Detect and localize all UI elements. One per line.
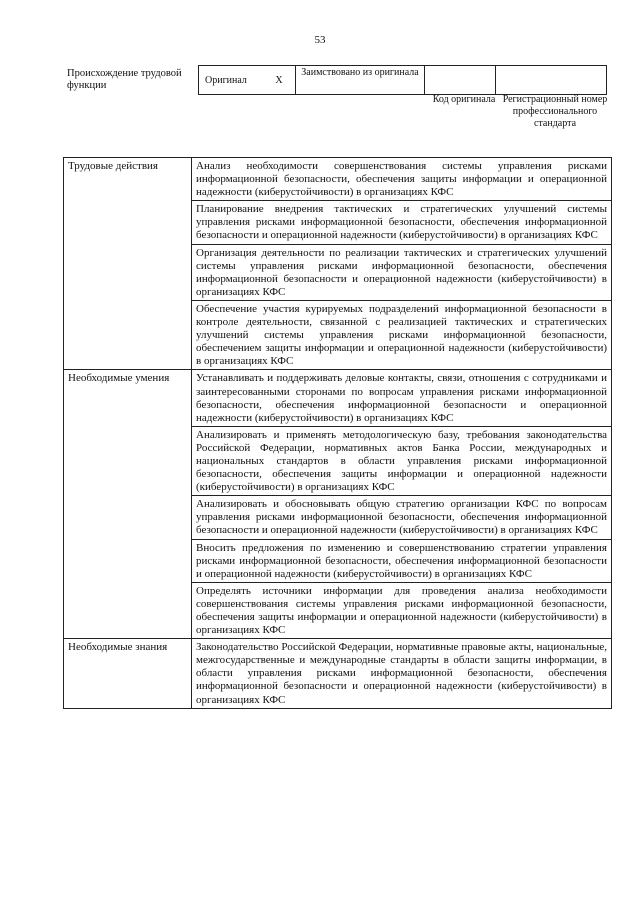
table-row [64, 370, 612, 426]
original-mark: X [263, 66, 296, 95]
section-label-knowledge: Необходимые знания [64, 639, 192, 708]
origin-label: Происхождение трудовой функции [67, 68, 182, 91]
borrowed-cell: Заимствовано из оригинала [296, 66, 425, 95]
code-caption: Код оригинала [432, 94, 496, 105]
origin-table [198, 65, 607, 95]
table-cell: Анализировать и применять методологическую базу, требования законодательства Российской Федерации, нормативных актов Банка России, международных и национальных стандартов в области управления рисками информационной безопасности, обеспечения защиты информации и операционной надежности (киберустойчивости) в организациях КФС [192, 426, 612, 495]
table-cell: Анализ необходимости совершенствования системы управления рисками информационной безопасности, обеспечения защиты информации и операционной надежности (киберустойчивости) в организациях КФС [192, 158, 612, 201]
table-row [64, 158, 612, 201]
function-table [63, 157, 612, 709]
table-cell: Вносить предложения по изменению и совершенствованию стратегии управления рисками информационной безопасности, обеспечения информационной безопасности и операционной надежности (киберустойчивости) в организациях КФС [192, 539, 612, 582]
table-cell: Обеспечение участия курируемых подразделений информационной безопасности в контроле деятельности, связанной с реализацией тактических и стратегических улучшений системы управления рисками информационной безопасности, обеспечением защиты информации и операционной надежности (киберустойчивости) в организациях КФС [192, 300, 612, 369]
table-cell: Планирование внедрения тактических и стратегических улучшений системы управления рисками информационной безопасности, обеспечения информационной безопасности и операционной надежности (киберустойчивости) в организациях КФС [192, 201, 612, 244]
table-cell: Организация деятельности по реализации тактических и стратегических улучшений системы управления рисками информационной безопасности, обеспечения информационной безопасности и операционной надежности (киберустойчивости) в организациях КФС [192, 244, 612, 300]
reg-caption: Регистрационный номер профессионального стандарта [502, 94, 608, 129]
code-cell [425, 66, 496, 95]
section-label-actions: Трудовые действия [64, 158, 192, 370]
reg-number-cell [496, 66, 607, 95]
table-cell: Устанавливать и поддерживать деловые контакты, связи, отношения с сотрудниками и заинтересованными сторонами по вопросам управления рисками информационной безопасности, обеспечения информационной безопасности и операционной надежности (киберустойчивости) в организациях КФС [192, 370, 612, 426]
page-number: 53 [314, 34, 326, 46]
table-cell: Определять источники информации для проведения анализа необходимости совершенствования системы управления рисками информационной безопасности, обеспечения защиты информации и операционной надежности (киберустойчивости) в организациях КФС [192, 582, 612, 638]
table-cell: Анализировать и обосновывать общую стратегию организации КФС по вопросам управления рисками информационной безопасности, обеспечения информационной безопасности и операционной надежности (киберустойчивости) в организациях КФС [192, 496, 612, 539]
original-cell: Оригинал [199, 66, 264, 95]
section-label-skills: Необходимые умения [64, 370, 192, 639]
table-cell: Законодательство Российской Федерации, нормативные правовые акты, национальные, межгосударственные и международные стандарты в области защиты информации, в области управления рисками информационной безопасности, обеспечения информационной безопасности и операционной надежности (киберустойчивости) в организациях КФС [192, 639, 612, 708]
table-row [64, 639, 612, 708]
